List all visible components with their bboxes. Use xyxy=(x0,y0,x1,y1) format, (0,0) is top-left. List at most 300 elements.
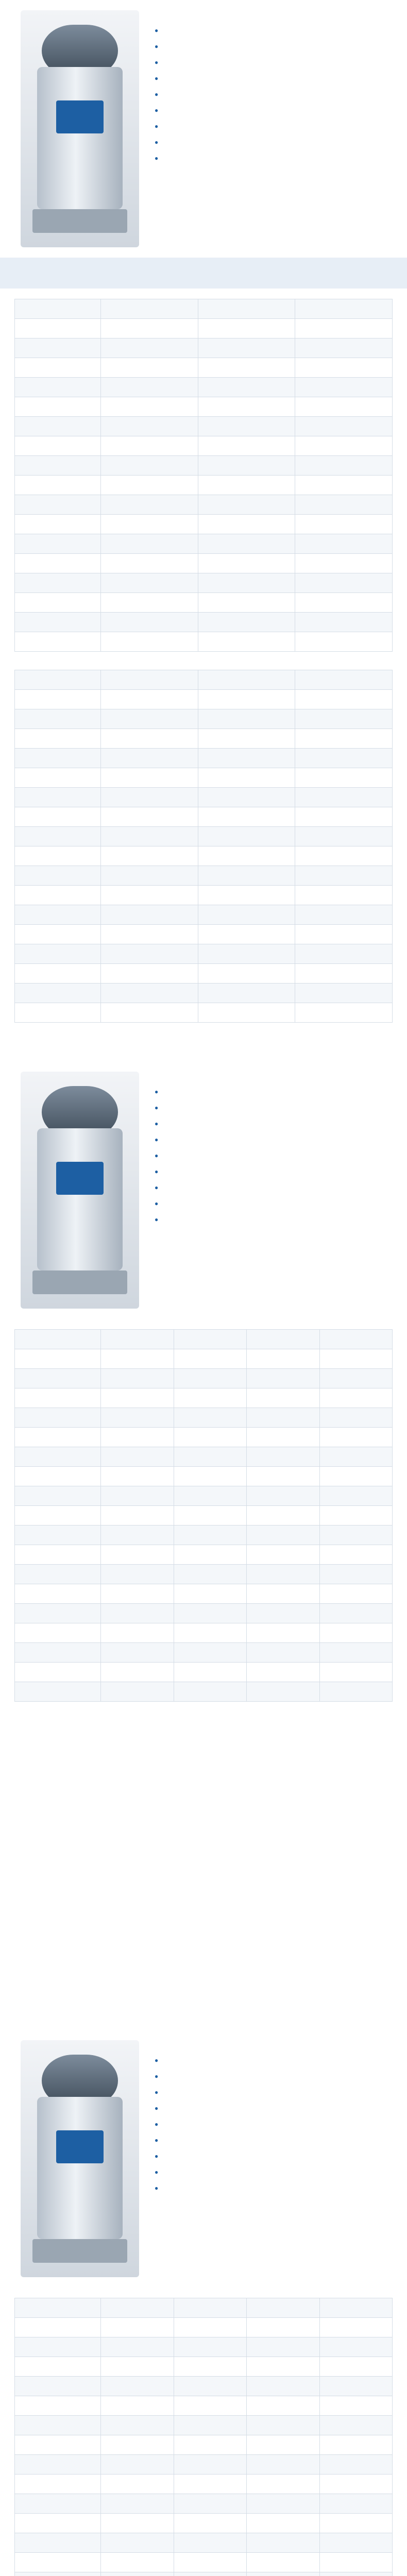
table-cell xyxy=(101,319,198,338)
table-cell xyxy=(198,534,295,554)
table-cell xyxy=(247,1467,320,1486)
table-cell xyxy=(247,2377,320,2396)
table-cell xyxy=(319,1467,393,1486)
table-cell xyxy=(101,1623,174,1643)
feature-item xyxy=(155,1164,392,1180)
table-cell xyxy=(295,670,393,690)
table-cell xyxy=(295,866,393,886)
row-label xyxy=(15,709,101,729)
row-label xyxy=(15,1003,101,1023)
row-label xyxy=(15,1682,101,1702)
table-row xyxy=(15,925,393,944)
table-cell xyxy=(319,2494,393,2514)
table-cell xyxy=(101,1526,174,1545)
base-shape xyxy=(32,1270,127,1294)
row-label xyxy=(15,1369,101,1388)
table-cell xyxy=(101,2318,174,2337)
table-row xyxy=(15,1003,393,1023)
table-cell xyxy=(101,690,198,709)
table-row xyxy=(15,417,393,436)
table-cell xyxy=(247,1447,320,1467)
table-cell xyxy=(198,299,295,319)
table-cell xyxy=(295,709,393,729)
row-label xyxy=(15,788,101,807)
row-label xyxy=(15,1663,101,1682)
feature-item xyxy=(155,1180,392,1196)
row-label xyxy=(15,944,101,964)
body-shape xyxy=(37,1128,123,1270)
table-header-row xyxy=(15,670,393,690)
row-label xyxy=(15,729,101,749)
row-label xyxy=(15,1330,101,1349)
table-cell xyxy=(319,2475,393,2494)
table-cell xyxy=(295,905,393,925)
table-cell xyxy=(101,2298,174,2318)
table-cell xyxy=(174,1623,247,1643)
table-row xyxy=(15,788,393,807)
row-label xyxy=(15,2318,101,2337)
table-cell xyxy=(174,1447,247,1467)
table-row xyxy=(15,495,393,515)
row-label xyxy=(15,2533,101,2553)
table-cell xyxy=(101,807,198,827)
table-cell xyxy=(101,2514,174,2533)
table-cell xyxy=(319,2396,393,2416)
table-cell xyxy=(319,1682,393,1702)
table-row xyxy=(15,2416,393,2435)
table-cell xyxy=(101,378,198,397)
table-row xyxy=(15,1526,393,1545)
table-cell xyxy=(101,1428,174,1447)
row-label xyxy=(15,2377,101,2396)
table-cell xyxy=(198,709,295,729)
row-label xyxy=(15,2514,101,2533)
table-cell xyxy=(247,2416,320,2435)
table-cell xyxy=(101,1447,174,1467)
table-row xyxy=(15,749,393,768)
table-cell xyxy=(247,1623,320,1643)
table-cell xyxy=(101,944,198,964)
row-label xyxy=(15,1643,101,1663)
feature-item xyxy=(155,2084,392,2100)
table-cell xyxy=(174,2553,247,2572)
table-cell xyxy=(174,2337,247,2357)
row-label xyxy=(15,573,101,593)
table-cell xyxy=(101,2396,174,2416)
table-row xyxy=(15,2572,393,2576)
row-label xyxy=(15,1623,101,1643)
row-label xyxy=(15,690,101,709)
table-row xyxy=(15,2337,393,2357)
table-cell xyxy=(101,2553,174,2572)
table-cell xyxy=(295,397,393,417)
table-cell xyxy=(174,1428,247,1447)
table-cell xyxy=(247,1545,320,1565)
table-cell xyxy=(247,2553,320,2572)
table-cell xyxy=(101,1506,174,1526)
row-label xyxy=(15,925,101,944)
table-cell xyxy=(174,1486,247,1506)
row-label xyxy=(15,476,101,495)
table-cell xyxy=(101,984,198,1003)
row-label xyxy=(15,984,101,1003)
table-row xyxy=(15,1682,393,1702)
table-row xyxy=(15,632,393,652)
spec-table xyxy=(14,2298,393,2576)
table-cell xyxy=(174,2572,247,2576)
table-cell xyxy=(174,2416,247,2435)
table-cell xyxy=(101,495,198,515)
table-cell xyxy=(198,436,295,456)
table-row xyxy=(15,1388,393,1408)
table-cell xyxy=(198,378,295,397)
table-cell xyxy=(295,554,393,573)
table-cell xyxy=(198,788,295,807)
table-cell xyxy=(198,729,295,749)
row-label xyxy=(15,2494,101,2514)
table-cell xyxy=(174,1349,247,1369)
table-row xyxy=(15,964,393,984)
feature-item xyxy=(155,23,392,39)
table-cell xyxy=(295,632,393,652)
table-cell xyxy=(319,1388,393,1408)
row-label xyxy=(15,1428,101,1447)
feature-item xyxy=(155,2164,392,2180)
row-label xyxy=(15,827,101,846)
table-row xyxy=(15,2514,393,2533)
feature-item xyxy=(155,2148,392,2164)
row-label xyxy=(15,2572,101,2576)
feature-list xyxy=(155,1084,392,1228)
table-cell xyxy=(101,1369,174,1388)
table-row xyxy=(15,2533,393,2553)
table-row xyxy=(15,984,393,1003)
row-label xyxy=(15,2553,101,2572)
table-row xyxy=(15,2318,393,2337)
table-cell xyxy=(319,2298,393,2318)
table-row xyxy=(15,2396,393,2416)
row-label xyxy=(15,2416,101,2435)
table-cell xyxy=(319,1447,393,1467)
table-cell xyxy=(319,1369,393,1388)
table-cell xyxy=(174,1545,247,1565)
row-label xyxy=(15,2298,101,2318)
table-cell xyxy=(295,299,393,319)
table-cell xyxy=(247,1486,320,1506)
table-row xyxy=(15,1467,393,1486)
row-label xyxy=(15,964,101,984)
table-cell xyxy=(198,319,295,338)
feature-list xyxy=(155,2053,392,2196)
table-cell xyxy=(198,944,295,964)
table-cell xyxy=(247,1506,320,1526)
table-cell xyxy=(295,436,393,456)
table-cell xyxy=(101,729,198,749)
table-cell xyxy=(174,2475,247,2494)
table-cell xyxy=(174,2514,247,2533)
table-cell xyxy=(174,2455,247,2475)
table-row xyxy=(15,2494,393,2514)
table-cell xyxy=(101,338,198,358)
row-label xyxy=(15,515,101,534)
table-cell xyxy=(198,925,295,944)
table-cell xyxy=(247,2396,320,2416)
table-cell xyxy=(101,964,198,984)
table-cell xyxy=(247,1526,320,1545)
table-cell xyxy=(174,2298,247,2318)
control-panel-shape xyxy=(56,2130,104,2163)
table-row xyxy=(15,1408,393,1428)
row-label xyxy=(15,2337,101,2357)
spec-table xyxy=(14,1329,393,1702)
table-row xyxy=(15,905,393,925)
table-cell xyxy=(247,1643,320,1663)
table-row xyxy=(15,2435,393,2455)
table-row xyxy=(15,1604,393,1623)
feature-item xyxy=(155,103,392,118)
table-cell xyxy=(247,2514,320,2533)
table-cell xyxy=(295,515,393,534)
feature-item xyxy=(155,134,392,150)
row-label xyxy=(15,1447,101,1467)
row-label xyxy=(15,358,101,378)
row-label xyxy=(15,768,101,788)
row-label xyxy=(15,1584,101,1604)
control-panel-shape xyxy=(56,100,104,133)
table-row xyxy=(15,1584,393,1604)
table-row xyxy=(15,807,393,827)
table-cell xyxy=(247,2318,320,2337)
series-1 xyxy=(0,0,407,1061)
table-cell xyxy=(198,866,295,886)
table-cell xyxy=(101,2337,174,2357)
table-cell xyxy=(319,1623,393,1643)
table-cell xyxy=(174,1408,247,1428)
row-label xyxy=(15,319,101,338)
table-cell xyxy=(295,1003,393,1023)
product-image xyxy=(21,10,139,247)
table-cell xyxy=(174,2396,247,2416)
table-cell xyxy=(198,670,295,690)
table-cell xyxy=(247,1584,320,1604)
feature-item xyxy=(155,150,392,166)
table-cell xyxy=(247,1604,320,1623)
table-row xyxy=(15,1447,393,1467)
table-cell xyxy=(295,534,393,554)
table-cell xyxy=(295,690,393,709)
row-label xyxy=(15,397,101,417)
row-label xyxy=(15,1545,101,1565)
table-cell xyxy=(101,1408,174,1428)
row-label xyxy=(15,534,101,554)
table-cell xyxy=(198,613,295,632)
table-cell xyxy=(247,2337,320,2357)
table-cell xyxy=(198,338,295,358)
feature-item xyxy=(155,1084,392,1100)
table-row xyxy=(15,554,393,573)
table-cell xyxy=(101,670,198,690)
table-cell xyxy=(198,417,295,436)
table-row xyxy=(15,515,393,534)
table-cell xyxy=(247,1682,320,1702)
table-row xyxy=(15,1486,393,1506)
table-cell xyxy=(198,807,295,827)
feature-item xyxy=(155,2069,392,2084)
table-cell xyxy=(101,632,198,652)
spec-table xyxy=(14,670,393,1023)
table-cell xyxy=(198,476,295,495)
table-row xyxy=(15,866,393,886)
table-cell xyxy=(295,338,393,358)
row-label xyxy=(15,299,101,319)
table-cell xyxy=(174,1506,247,1526)
table-row xyxy=(15,1623,393,1643)
spec-table xyxy=(14,299,393,652)
table-row xyxy=(15,397,393,417)
row-label xyxy=(15,1467,101,1486)
table-cell xyxy=(101,749,198,768)
table-cell xyxy=(319,1545,393,1565)
table-cell xyxy=(295,613,393,632)
table-cell xyxy=(198,984,295,1003)
table-cell xyxy=(247,2435,320,2455)
table-cell xyxy=(101,2572,174,2576)
table-cell xyxy=(247,2357,320,2377)
table-cell xyxy=(101,2435,174,2455)
table-cell xyxy=(198,358,295,378)
table-cell xyxy=(295,807,393,827)
table-cell xyxy=(174,2533,247,2553)
table-cell xyxy=(295,964,393,984)
table-cell xyxy=(101,2357,174,2377)
table-cell xyxy=(101,1604,174,1623)
body-shape xyxy=(37,2097,123,2239)
table-cell xyxy=(198,749,295,768)
table-row xyxy=(15,534,393,554)
table-cell xyxy=(319,2377,393,2396)
row-label xyxy=(15,632,101,652)
table-row xyxy=(15,1428,393,1447)
table-cell xyxy=(247,1428,320,1447)
table-cell xyxy=(101,1584,174,1604)
table-row xyxy=(15,729,393,749)
table-cell xyxy=(174,1369,247,1388)
table-cell xyxy=(101,846,198,866)
row-label xyxy=(15,593,101,613)
table-row xyxy=(15,456,393,476)
base-shape xyxy=(32,2239,127,2263)
hero-text xyxy=(155,1077,392,1228)
table-cell xyxy=(319,1506,393,1526)
table-cell xyxy=(101,1003,198,1023)
feature-item xyxy=(155,2180,392,2196)
table-cell xyxy=(198,397,295,417)
table-row xyxy=(15,1663,393,1682)
row-label xyxy=(15,554,101,573)
table-header-row xyxy=(15,2298,393,2318)
table-cell xyxy=(247,2475,320,2494)
table-row xyxy=(15,2357,393,2377)
feature-item xyxy=(155,2053,392,2069)
table-cell xyxy=(101,2475,174,2494)
table-row xyxy=(15,1349,393,1369)
table-cell xyxy=(174,1682,247,1702)
table-row xyxy=(15,846,393,866)
table-row xyxy=(15,1506,393,1526)
table-row xyxy=(15,1545,393,1565)
table-cell xyxy=(101,2533,174,2553)
table-cell xyxy=(101,827,198,846)
table-cell xyxy=(295,984,393,1003)
table-cell xyxy=(247,1663,320,1682)
row-label xyxy=(15,1349,101,1369)
feature-item xyxy=(155,1132,392,1148)
table-cell xyxy=(247,2455,320,2475)
table-cell xyxy=(247,2533,320,2553)
row-label xyxy=(15,1408,101,1428)
table-cell xyxy=(174,2318,247,2337)
table-cell xyxy=(198,1003,295,1023)
table-cell xyxy=(174,2435,247,2455)
table-cell xyxy=(174,1565,247,1584)
table-cell xyxy=(319,2572,393,2576)
table-cell xyxy=(319,1408,393,1428)
table-cell xyxy=(198,456,295,476)
table-cell xyxy=(247,1388,320,1408)
table-cell xyxy=(295,319,393,338)
table-cell xyxy=(319,1643,393,1663)
row-label xyxy=(15,905,101,925)
table-cell xyxy=(319,1604,393,1623)
feature-item xyxy=(155,118,392,134)
table-cell xyxy=(295,456,393,476)
row-label xyxy=(15,1526,101,1545)
table-row xyxy=(15,2475,393,2494)
table-cell xyxy=(247,2298,320,2318)
table-cell xyxy=(101,2377,174,2396)
table-cell xyxy=(101,2455,174,2475)
feature-item xyxy=(155,1116,392,1132)
row-label xyxy=(15,2455,101,2475)
table-row xyxy=(15,827,393,846)
feature-item xyxy=(155,39,392,55)
table-cell xyxy=(319,1428,393,1447)
row-label xyxy=(15,670,101,690)
table-cell xyxy=(247,2572,320,2576)
feature-item xyxy=(155,2132,392,2148)
row-label xyxy=(15,2435,101,2455)
row-label xyxy=(15,1506,101,1526)
row-label xyxy=(15,1486,101,1506)
table-row xyxy=(15,2553,393,2572)
feature-item xyxy=(155,1212,392,1228)
table-cell xyxy=(295,749,393,768)
row-label xyxy=(15,1604,101,1623)
table-cell xyxy=(101,397,198,417)
table-cell xyxy=(101,417,198,436)
table-cell xyxy=(319,1330,393,1349)
row-label xyxy=(15,1565,101,1584)
table-row xyxy=(15,2455,393,2475)
row-label xyxy=(15,2357,101,2377)
row-label xyxy=(15,1388,101,1408)
table-cell xyxy=(101,1682,174,1702)
feature-item xyxy=(155,55,392,71)
table-cell xyxy=(319,2435,393,2455)
table-row xyxy=(15,1565,393,1584)
table-row xyxy=(15,613,393,632)
table-cell xyxy=(295,417,393,436)
